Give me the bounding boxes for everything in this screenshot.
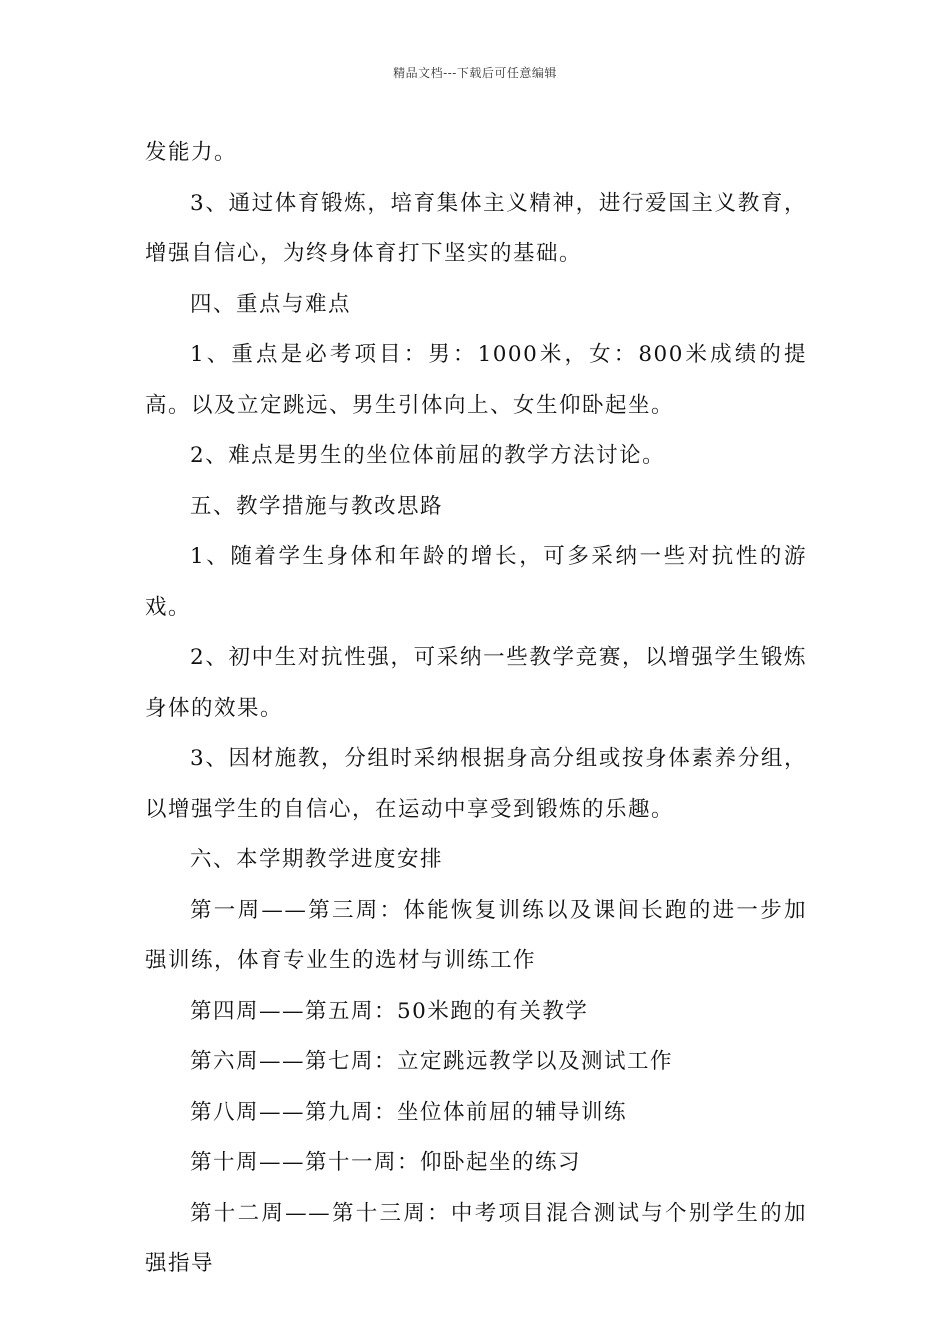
schedule-item: 第四周——第五周：50米跑的有关教学 <box>190 998 589 1024</box>
section-heading-key-points: 四、重点与难点 <box>190 291 352 317</box>
paragraph-goal-3: 3、通过体育锻炼，培育集体主义精神，进行爱国主义教育，增强自信心，为终身体育打下坚实的基础。 <box>145 190 807 266</box>
paragraph-measure-1: 1、随着学生身体和年龄的增长，可多采纳一些对抗性的游戏。 <box>145 544 807 620</box>
paragraph-key-point-2: 2、难点是男生的坐位体前屈的教学方法讨论。 <box>190 443 666 468</box>
paragraph-measure-2: 2、初中生对抗性强，可采纳一些教学竞赛，以增强学生锻炼身体的效果。 <box>145 645 807 721</box>
schedule-item: 第八周——第九周：坐位体前屈的辅导训练 <box>190 1099 628 1125</box>
schedule-item: 第十周——第十一周：仰卧起坐的练习 <box>190 1150 582 1175</box>
document-body <box>145 128 807 1290</box>
paragraph-continuation: 发能力。 <box>145 140 238 165</box>
schedule-item: 第六周——第七周：立定跳远教学以及测试工作 <box>190 1049 674 1074</box>
section-heading-measures: 五、教学措施与教改思路 <box>190 493 444 519</box>
schedule-item: 第十二周——第十三周：中考项目混合测试与个别学生的加强指导 <box>145 1200 807 1276</box>
schedule-item: 第一周——第三周：体能恢复训练以及课间长跑的进一步加强训练，体育专业生的选材与训练工作 <box>145 897 807 973</box>
paragraph-key-point-1: 1、重点是必考项目：男：1000米，女：800米成绩的提高。以及立定跳远、男生引体向上、女生仰卧起坐。 <box>145 342 807 418</box>
paragraph-measure-3: 3、因材施教，分组时采纳根据身高分组或按身体素养分组，以增强学生的自信心，在运动中享受到锻炼的乐趣。 <box>145 746 807 822</box>
section-heading-schedule: 六、本学期教学进度安排 <box>190 847 444 872</box>
page-header: 精品文档---下载后可任意编辑 <box>393 66 557 80</box>
